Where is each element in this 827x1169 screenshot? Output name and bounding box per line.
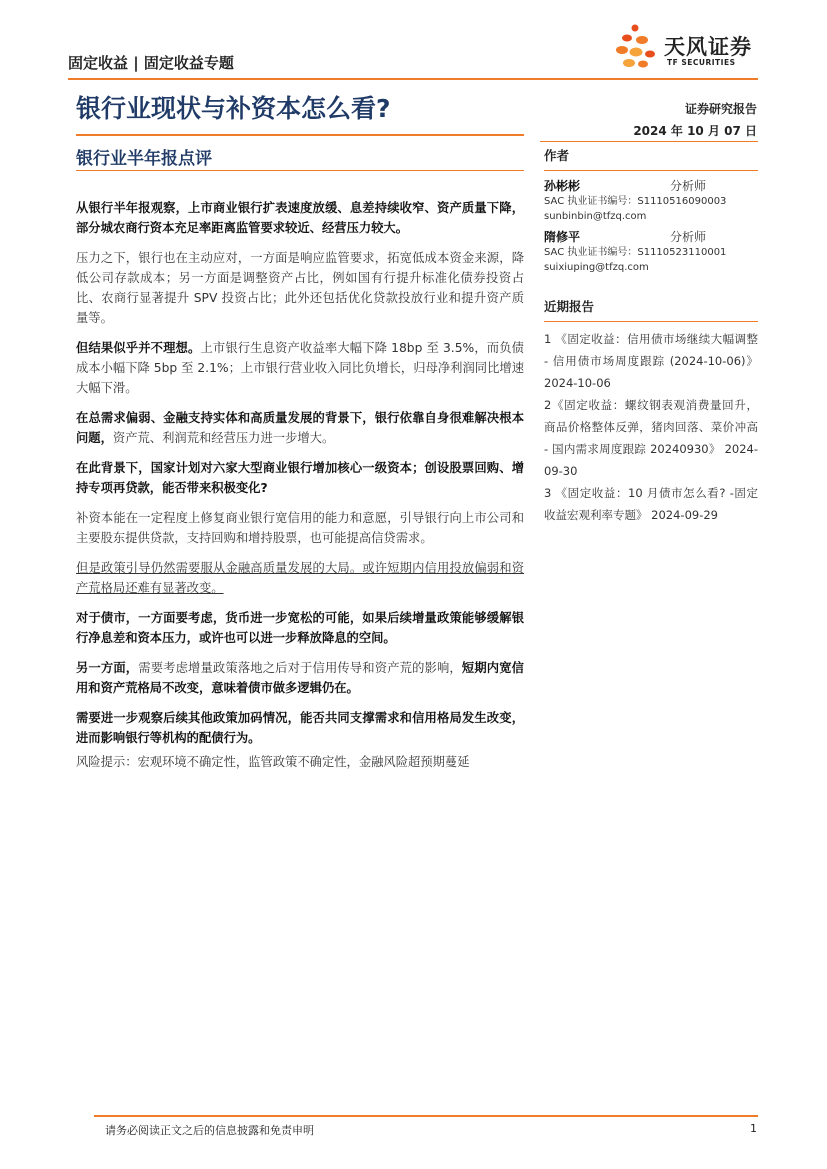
report-date: 2024 年 10 月 07 日: [633, 124, 757, 138]
paragraph-guidance: [76, 558, 524, 598]
report-subtitle: 银行业半年报点评: [76, 149, 212, 169]
recent-reports-heading: 近期报告: [544, 299, 595, 314]
paragraph-background: [76, 408, 524, 448]
sidebar: [544, 146, 758, 526]
author-sac: SAC 执业证书编号：S1110523110001: [544, 247, 727, 258]
header-divider: [68, 78, 758, 80]
results-detail: 上市银行生息资产收益率大幅下降 18bp 至 3.5%，而负债成本小幅下降 5bp 至 2.1%；上市银行营业收入同比负增长，归母净利润同比增速大幅下滑。: [76, 341, 524, 395]
risk-warning: 风险提示：宏观环境不确定性，监管政策不确定性，金融风险超预期蔓延: [76, 755, 470, 769]
author-card: [544, 177, 758, 224]
author-name: 孙彬彬: [544, 179, 581, 193]
subtitle-divider: [76, 170, 524, 171]
other-hand-lead: 另一方面，: [76, 661, 139, 675]
logo-english-name: TF SECURITIES: [667, 58, 736, 67]
logo-mark-icon: [612, 22, 658, 70]
other-hand-detail: 需要考虑增量政策落地之后对于信用传导和资产荒的影响，: [138, 661, 462, 675]
author-email[interactable]: suixiuping@tfzq.com: [544, 262, 649, 273]
background-detail: 资产荒、利润荒和经营压力进一步增大。: [112, 431, 335, 445]
report-category: 固定收益 | 固定收益专题: [68, 54, 234, 72]
guidance-text: 但是政策引导仍然需要服从金融高质量发展的大局。或许短期内信用投放偏弱和资产荒格局还难有显著改变。: [76, 561, 524, 595]
report-title: 银行业现状与补资本怎么看?: [76, 94, 391, 123]
report-body: [76, 198, 524, 758]
author-name: 隋修平: [544, 230, 581, 244]
author-role: 分析师: [669, 230, 706, 244]
recent-report-item[interactable]: 3 《固定收益：10 月债市怎么看? -固定收益宏观利率专题》 2024-09-29: [544, 486, 758, 522]
paragraph-response: 压力之下，银行也在主动应对，一方面是响应监管要求，拓宽低成本资金来源，降低公司存款成本；另一方面是调整资产占比，例如国有行提升标准化债券投资占比、农商行显著提升 SPV 投资占比；此外还包括优化贷款投放行业和提升资产质量等。: [76, 251, 524, 325]
paragraph-policy: [76, 458, 524, 498]
summary-text: 从银行半年报观察，上市商业银行扩表速度放缓、息差持续收窄、资产质量下降，部分城农商行资本充足率距离监管要求较近、经营压力较大。: [76, 201, 524, 235]
report-type: 证券研究报告: [684, 102, 757, 116]
logo-chinese-name: 天风证券: [664, 35, 752, 59]
title-divider: [76, 134, 524, 136]
paragraph-other-hand: [76, 658, 524, 698]
results-lead: 但结果似乎并不理想。: [76, 341, 201, 355]
recent-report-item[interactable]: 1 《固定收益：信用债市场继续大幅调整 - 信用债市场周度跟踪 (2024-10-06)》 2024-10-06: [544, 332, 758, 390]
paragraph-results: [76, 338, 524, 398]
policy-text: 在此背景下，国家计划对六家大型商业银行增加核心一级资本；创设股票回购、增持专项再贷款，能否带来积极变化?: [76, 461, 524, 495]
author-card: [544, 228, 758, 275]
recent-reports-divider: [544, 321, 758, 322]
bond-market-text: 对于债市，一方面要考虑，货币进一步宽松的可能，如果后续增量政策能够缓解银行净息差和资本压力，或许也可以进一步释放降息的空间。: [76, 611, 524, 645]
background-lead: 在总需求偏弱、金融支持实体和高质量发展的背景下，银行依靠自身很难解决根本问题，: [76, 411, 524, 445]
author-sac: SAC 执业证书编号：S1110516090003: [544, 196, 727, 207]
footer-disclaimer: 请务必阅读正文之后的信息披露和免责申明: [105, 1124, 314, 1137]
authors-divider: [544, 170, 758, 171]
tf-securities-logo: [612, 22, 762, 70]
paragraph-capital: 补资本能在一定程度上修复商业银行宽信用的能力和意愿，引导银行向上市公司和主要股东提供贷款，支持回购和增持股票，也可能提高信贷需求。: [76, 511, 524, 545]
recent-report-item[interactable]: 2《固定收益：螺纹钢表观消费量回升，商品价格整体反弹，猪肉回落、菜价冲高 - 国内需求周度跟踪 20240930》 2024-09-30: [544, 398, 758, 478]
paragraph-outlook: [76, 708, 524, 748]
date-divider: [540, 141, 758, 142]
footer-divider: [94, 1115, 758, 1117]
outlook-text: 需要进一步观察后续其他政策加码情况，能否共同支撑需求和信用格局发生改变，进而影响银行等机构的配债行为。: [76, 711, 524, 745]
other-hand-conclusion: 短期内宽信用和资产荒格局不改变，意味着债市做多逻辑仍在。: [76, 661, 524, 695]
paragraph-summary: [76, 198, 524, 238]
page-number: 1: [750, 1122, 757, 1135]
paragraph-bond-market: [76, 608, 524, 648]
authors-heading: 作者: [544, 148, 570, 163]
author-role: 分析师: [669, 179, 706, 193]
author-email[interactable]: sunbinbin@tfzq.com: [544, 211, 647, 222]
